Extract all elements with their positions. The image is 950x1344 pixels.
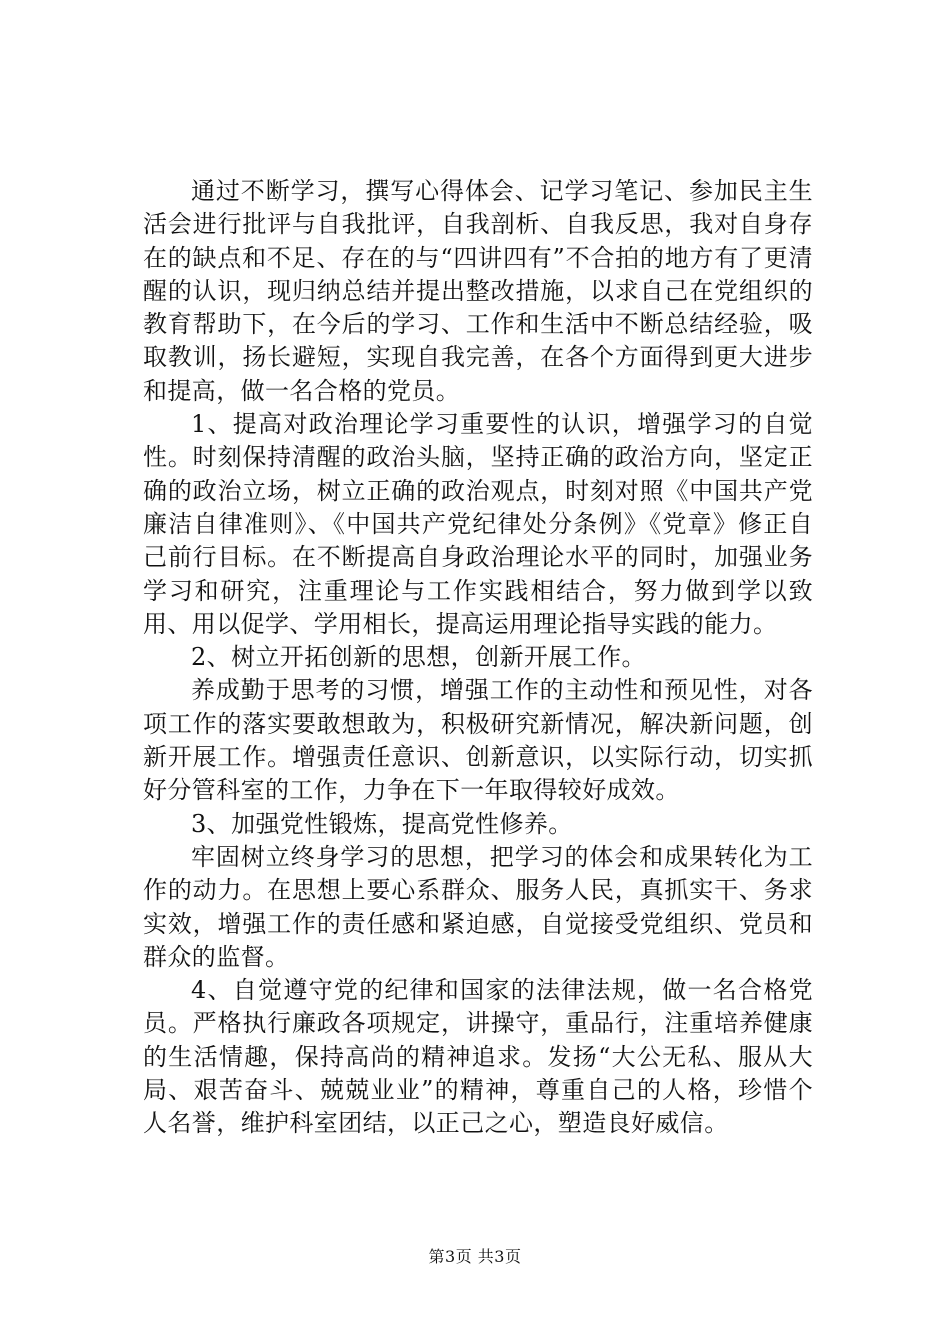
paragraph-item-3-heading: 3、加强党性锻炼，提高党性修养。 xyxy=(191,809,573,838)
paragraph-item-2-heading: 2、树立开拓创新的思想，创新开展工作。 xyxy=(191,643,646,672)
document-body xyxy=(143,175,813,1141)
paragraph-intro: 通过不断学习，撰写心得体会、记学习笔记、参加民主生活会进行批评与自我批评，自我剖析、自我反思，我对自身存在的缺点和不足、存在的与“四讲四有”不合拍的地方有了更清醒的认识，现归纳总结并提出整改措施，以求自己在党组织的教育帮助下，在今后的学习、工作和生活中不断总结经验，吸取教训，扬长避短，实现自我完善，在各个方面得到更大进步和提高，做一名合格的党员。 xyxy=(143,177,813,405)
paragraph-item-2-body: 养成勤于思考的习惯，增强工作的主动性和预见性，对各项工作的落实要敢想敢为，积极研究新情况，解决新问题，创新开展工作。增强责任意识、创新意识，以实际行动，切实抓好分管科室的工作，力争在下一年取得较好成效。 xyxy=(143,676,813,805)
paragraph-item-4: 4、自觉遵守党的纪律和国家的法律法规，做一名合格党员。严格执行廉政各项规定，讲操守，重品行，注重培养健康的生活情趣，保持高尚的精神追求。发扬“大公无私、服从大局、艰苦奋斗、兢兢业业”的精神，尊重自己的人格，珍惜个人名誉，维护科室团结，以正己之心，塑造良好威信。 xyxy=(143,976,813,1138)
paragraph-item-3-body: 牢固树立终身学习的思想，把学习的体会和成果转化为工作的动力。在思想上要心系群众、服务人民，真抓实干、务求实效，增强工作的责任感和紧迫感，自觉接受党组织、党员和群众的监督。 xyxy=(143,842,813,971)
paragraph-item-1: 1、提高对政治理论学习重要性的认识，增强学习的自觉性。时刻保持清醒的政治头脑，坚持正确的政治方向，坚定正确的政治立场，树立正确的政治观点，时刻对照《中国共产党廉洁自律准则》、《中国共产党纪律处分条例》《党章》修正自己前行目标。在不断提高自身政治理论水平的同时，加强业务学习和研究，注重理论与工作实践相结合，努力做到学以致用、用以促学、学用相长，提高运用理论指导实践的能力。 xyxy=(143,410,813,638)
page-number-footer: 第3页 共3页 xyxy=(428,1247,522,1266)
